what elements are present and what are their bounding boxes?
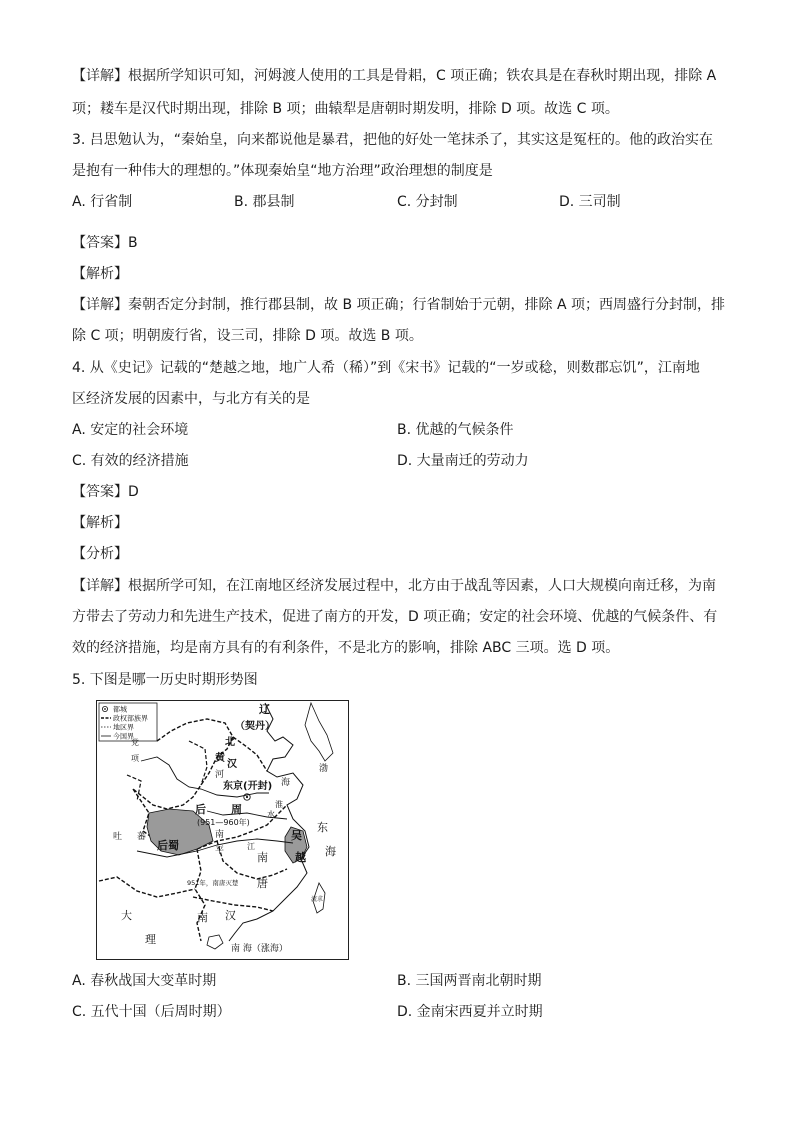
label-wu: 吴 — [291, 829, 302, 842]
label-bo: 渤 — [319, 764, 329, 774]
peninsula-outline — [305, 703, 333, 761]
label-han: 汉 — [227, 759, 237, 770]
q3-analysis-heading: 【解析】 — [72, 266, 128, 282]
label-ping: 平 — [215, 846, 225, 856]
label-houshu: 后蜀 — [157, 839, 179, 852]
q2-detail-line-2: 项；耧车是汉代时期出现，排除 B 项；曲辕犁是唐朝时期发明，排除 D 项。故选 C 项。 — [72, 101, 619, 117]
label-years: (951—960年) — [197, 818, 250, 827]
q3-detail-line-2: 除 C 项；明朝废行省，设三司，排除 D 项。故选 B 项。 — [72, 328, 423, 344]
q4-analysis-heading: 【解析】 — [72, 515, 128, 531]
q4-option-d: D. 大量南迁的劳动力 — [397, 453, 529, 469]
q5-option-c: C. 五代十国（后周时期） — [72, 1004, 231, 1020]
q3-stem-line-1: 3. 吕思勉认为，“秦始皇，向来都说他是暴君，把他的好处一笔抹杀了，其实这是冤枉的。他的政治实在 — [72, 132, 714, 148]
label-jiang: 江 — [247, 842, 255, 851]
q5-option-d: D. 金南宋西夏并立时期 — [397, 1004, 543, 1020]
label-he: 河 — [215, 770, 225, 780]
legend-regime-border: 政权部族界 — [113, 714, 148, 723]
label-hai1: 海 — [281, 778, 291, 788]
beihan-border — [189, 741, 207, 785]
legend-region-border: 地区界 — [113, 723, 134, 732]
q4-option-a: A. 安定的社会环境 — [72, 422, 189, 438]
label-nan1: 南 — [215, 830, 225, 840]
label-yue: 越 — [295, 851, 306, 864]
label-nan2: 南 — [257, 851, 268, 864]
label-xiang: 项 — [131, 754, 139, 763]
q3-detail-line-1: 【详解】秦朝否定分封制，推行郡县制，故 B 项正确；行省制始于元朝，排除 A 项；西周盛行分封制，排 — [72, 297, 725, 313]
five-dynasties-map — [96, 700, 349, 960]
q3-option-c: C. 分封制 — [397, 194, 458, 210]
legend-capital: 都城 — [113, 705, 127, 714]
label-dong: 东 — [317, 821, 328, 834]
q4-detail-line-1: 【详解】根据所学可知，在江南地区经济发展过程中，北方由于战乱等因素，人口大规模向南迁移，为南 — [72, 578, 716, 594]
label-nanhai: 南 海（涨海） — [231, 944, 288, 954]
q4-stem-line-2: 区经济发展的因素中，与北方有关的是 — [72, 391, 310, 407]
label-hou: 后 — [195, 803, 206, 816]
q4-fenxi-heading: 【分析】 — [72, 546, 128, 562]
label-dang: 党 — [131, 738, 139, 747]
dali-border — [99, 877, 195, 897]
label-dongjing: 东京(开封) — [223, 781, 273, 792]
label-han2: 汉 — [225, 909, 236, 922]
label-da: 大 — [121, 909, 132, 922]
label-nan3: 南 — [197, 911, 208, 924]
hainan-island — [207, 935, 223, 949]
q3-option-b: B. 郡县制 — [234, 194, 295, 210]
label-hai2: 海 — [325, 845, 336, 858]
q3-option-a: A. 行省制 — [72, 194, 133, 210]
label-huang: 黄 — [215, 753, 225, 764]
q5-option-b: B. 三国两晋南北朝时期 — [397, 973, 542, 989]
label-liuqiu: 流求 — [311, 896, 324, 903]
q2-detail-line-1: 【详解】根据所学知识可知，河姆渡人使用的工具是骨耜，C 项正确；铁农具是在春秋时期出现，排除 A — [72, 68, 717, 84]
q5-option-a: A. 春秋战国大变革时期 — [72, 973, 217, 989]
label-qidan: （契丹） — [235, 721, 275, 732]
q3-stem-line-2: 是抱有一种伟大的理想的。”体现秦始皇“地方治理”政治理想的制度是 — [72, 163, 493, 179]
label-tang: 唐 — [257, 877, 268, 890]
q4-option-b: B. 优越的气候条件 — [397, 422, 514, 438]
q4-detail-line-3: 效的经济措施，均是南方具有的有利条件，不是北方的影响，排除 ABC 三项。选 D 项。 — [72, 640, 620, 656]
q5-stem: 5. 下图是哪一历史时期形势图 — [72, 672, 258, 688]
q3-option-d: D. 三司制 — [559, 194, 621, 210]
legend-modern-border: 今国界 — [113, 732, 134, 741]
label-huai: 淮 — [275, 800, 283, 809]
label-note951: 951年，南唐灭楚 — [187, 879, 239, 887]
chu-western-border — [195, 849, 205, 941]
label-zhou: 周 — [231, 803, 242, 816]
label-tu: 吐 — [113, 832, 123, 842]
label-bei: 北 — [225, 737, 235, 748]
label-liao: 辽 — [259, 703, 270, 716]
q4-stem-line-1: 4. 从《史记》记载的“楚越之地，地广人希（稀）”到《宋书》记载的“一岁或稔，则数郡忘饥”，江南地 — [72, 360, 700, 376]
label-shui: 水 — [267, 810, 275, 819]
q4-option-c: C. 有效的经济措施 — [72, 453, 189, 469]
q4-detail-line-2: 方带去了劳动力和先进生产技术，促进了南方的开发，D 项正确；安定的社会环境、优越的气候条件、有 — [72, 609, 718, 625]
label-li: 理 — [145, 933, 156, 946]
label-fan: 蕃 — [137, 832, 147, 842]
q4-answer: 【答案】D — [72, 484, 139, 500]
q3-answer: 【答案】B — [72, 235, 138, 251]
